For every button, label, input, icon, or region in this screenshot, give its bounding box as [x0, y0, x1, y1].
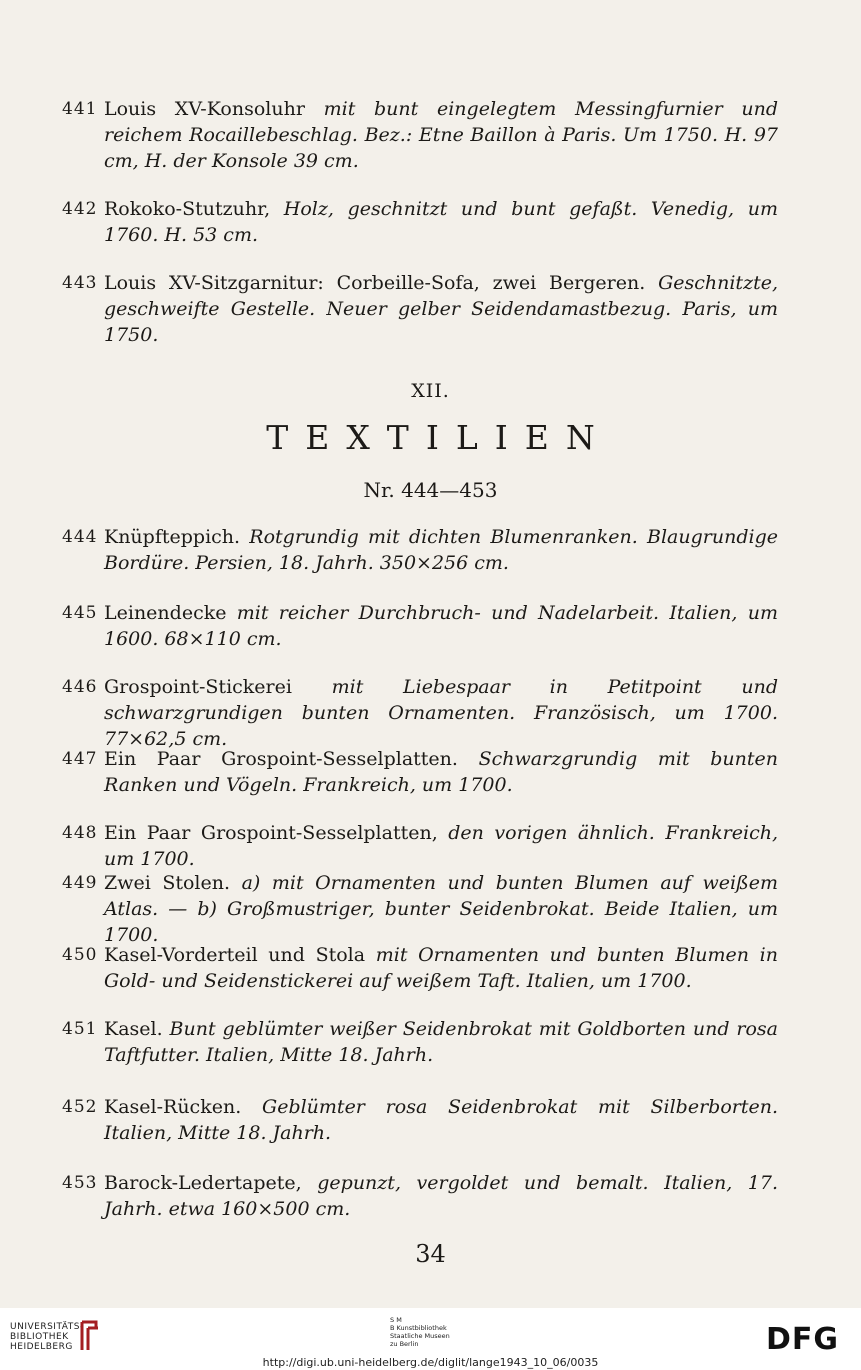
footer-bar — [0, 1308, 861, 1370]
catalog-entry-451 — [62, 1016, 778, 1068]
entry-description: Bunt geblümter weißer Seidenbrokat mit Goldborten und rosa Taftfutter. Italien, Mitte 18. Jahrh. — [104, 1018, 778, 1066]
entry-number: 453 — [62, 1173, 98, 1193]
section-range: Nr. 444—453 — [363, 478, 498, 502]
entry-description: mit reicher Durchbruch- und Nadelarbeit. Italien, um 1600. 68×110 cm. — [104, 602, 778, 650]
entry-heading: Louis XV-Konsoluhr — [104, 98, 305, 120]
entry-heading: Grospoint-Stickerei — [104, 676, 292, 698]
entry-heading: Zwei Stolen. — [104, 872, 231, 894]
entry-heading: Knüpfteppich. — [104, 526, 241, 548]
catalog-entry-444 — [62, 524, 778, 576]
entry-heading: Kasel. — [104, 1018, 163, 1040]
entry-description: mit Ornamenten und bunten Blumen in Gold- und Seidenstickerei auf weißem Taft. Italien, um 1700. — [104, 944, 778, 992]
entry-description: Geblümter rosa Seidenbrokat mit Silberborten. Italien, Mitte 18. Jahrh. — [104, 1096, 778, 1144]
catalog-entry-447 — [62, 746, 778, 798]
entry-description: Schwarzgrundig mit bunten Ranken und Vögeln. Frankreich, um 1700. — [104, 748, 778, 796]
entry-number: 442 — [62, 199, 98, 219]
section-number: XII. — [411, 380, 450, 402]
entry-heading: Kasel-Rücken. — [104, 1096, 242, 1118]
permalink-url[interactable]: http://digi.ub.uni-heidelberg.de/diglit/lange1943_10_06/0035 — [262, 1356, 599, 1369]
catalog-entry-450 — [62, 942, 778, 994]
entry-heading: Kasel-Vorderteil und Stola — [104, 944, 366, 966]
university-library-label[interactable] — [10, 1322, 84, 1352]
entry-heading: Rokoko-Stutzuhr, — [104, 198, 271, 220]
entry-heading: Leinendecke — [104, 602, 227, 624]
catalog-entry-452 — [62, 1094, 778, 1146]
catalog-entry-448 — [62, 820, 778, 872]
section-title: TEXTILIEN — [266, 418, 612, 457]
entry-heading: Louis XV-Sitzgarnitur: Corbeille-Sofa, zwei Bergeren. — [104, 272, 646, 294]
entry-number: 444 — [62, 527, 98, 547]
entry-number: 446 — [62, 677, 98, 697]
entry-heading: Ein Paar Grospoint-Sesselplatten. — [104, 748, 458, 770]
entry-number: 448 — [62, 823, 98, 843]
dfg-logo[interactable]: DFG — [766, 1322, 840, 1357]
catalog-entry-443 — [62, 270, 778, 348]
entry-number: 449 — [62, 873, 98, 893]
catalog-entry-453 — [62, 1170, 778, 1222]
entry-number: 447 — [62, 749, 98, 769]
entry-description: Holz, geschnitzt und bunt gefaßt. Venedig, um 1760. H. 53 cm. — [104, 198, 778, 246]
entry-description: gepunzt, vergoldet und bemalt. Italien, 17. Jahrh. etwa 160×500 cm. — [104, 1172, 778, 1220]
entry-description: den vorigen ähnlich. Frankreich, um 1700. — [104, 822, 778, 870]
entry-description: Geschnitzte, geschweifte Gestelle. Neuer gelber Seidendamastbezug. Paris, um 1750. — [104, 272, 778, 346]
entry-heading: Barock-Ledertapete, — [104, 1172, 302, 1194]
entry-number: 445 — [62, 603, 98, 623]
kunstbibliothek-label — [390, 1316, 510, 1348]
entry-number: 452 — [62, 1097, 98, 1117]
entry-number: 451 — [62, 1019, 98, 1039]
entry-description: mit bunt eingelegtem Messingfurnier und reichem Rocaillebeschlag. Bez.: Etne Baillon à Paris. Um 1750. H. 97 cm, H. der Konsole 39 cm. — [104, 98, 778, 172]
entry-description: Rotgrundig mit dichten Blumenranken. Blaugrundige Bordüre. Persien, 18. Jahrh. 350×256 cm. — [104, 526, 778, 574]
university-line: HEIDELBERG — [10, 1342, 73, 1352]
catalog-entry-442 — [62, 196, 778, 248]
catalog-entry-449 — [62, 870, 778, 948]
library-line: zu Berlin — [390, 1340, 419, 1348]
entry-number: 443 — [62, 273, 98, 293]
university-line: BIBLIOTHEK — [10, 1332, 69, 1342]
entry-description: mit Liebespaar in Petitpoint und schwarzgrundigen bunten Ornamenten. Französisch, um 1700. 77×62,5 cm. — [104, 676, 778, 750]
entry-number: 441 — [62, 99, 98, 119]
library-line: B Kunstbibliothek — [390, 1324, 447, 1332]
university-logo-icon[interactable] — [78, 1318, 102, 1354]
catalog-entry-441 — [62, 96, 778, 174]
university-line: UNIVERSITÄTS- — [10, 1322, 84, 1332]
library-line: S M — [390, 1316, 402, 1324]
catalog-entry-446 — [62, 674, 778, 752]
library-line: Staatliche Museen — [390, 1332, 450, 1340]
entry-description: a) mit Ornamenten und bunten Blumen auf weißem Atlas. — b) Großmustriger, bunter Seidenbrokat. Beide Italien, um 1700. — [104, 872, 779, 946]
entry-heading: Ein Paar Grospoint-Sesselplatten, — [104, 822, 438, 844]
catalog-entry-445 — [62, 600, 778, 652]
entry-number: 450 — [62, 945, 98, 965]
page-number: 34 — [415, 1240, 446, 1268]
